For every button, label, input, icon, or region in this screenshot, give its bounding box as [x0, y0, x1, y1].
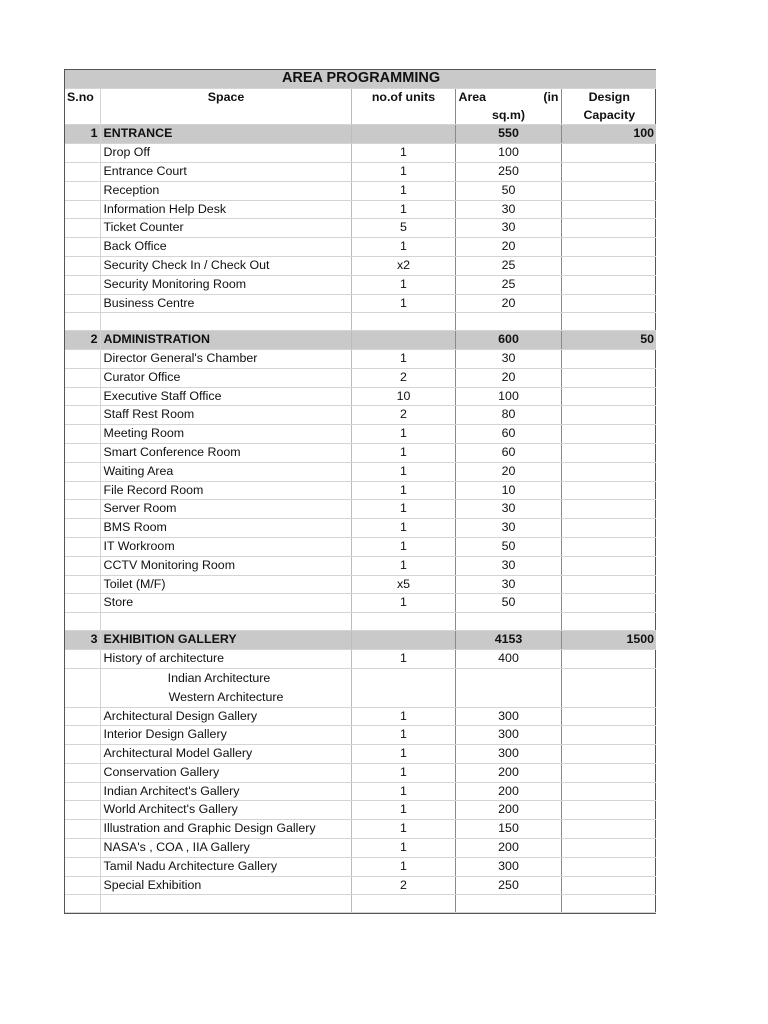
row-units: 1	[351, 745, 455, 764]
row-capacity	[561, 649, 656, 668]
row-sno	[65, 537, 100, 556]
blank-cell	[455, 613, 561, 631]
row-sno	[65, 876, 100, 895]
row-units: 1	[351, 462, 455, 481]
blank-cell	[65, 895, 100, 913]
row-area: 30	[455, 519, 561, 538]
row-sno	[65, 763, 100, 782]
section-name: ADMINISTRATION	[100, 331, 351, 350]
section-number: 3	[65, 630, 100, 649]
table-row	[65, 349, 656, 368]
row-capacity	[561, 537, 656, 556]
row-sno	[65, 668, 100, 707]
row-space: Information Help Desk	[100, 200, 351, 219]
row-space: Waiting Area	[100, 462, 351, 481]
row-capacity	[561, 425, 656, 444]
section-units	[351, 125, 455, 144]
table-row	[65, 368, 656, 387]
row-sno	[65, 462, 100, 481]
section-capacity: 100	[561, 125, 656, 144]
row-sno	[65, 144, 100, 163]
row-space: Illustration and Graphic Design Gallery	[100, 820, 351, 839]
row-units: 1	[351, 519, 455, 538]
section-capacity: 1500	[561, 630, 656, 649]
row-units: 1	[351, 443, 455, 462]
row-sno	[65, 238, 100, 257]
row-units: 1	[351, 275, 455, 294]
row-units: 1	[351, 820, 455, 839]
row-area: 30	[455, 200, 561, 219]
row-sno	[65, 707, 100, 726]
row-units: 1	[351, 481, 455, 500]
table-title: AREA PROGRAMMING	[65, 70, 656, 89]
table-row	[65, 406, 656, 425]
header-row	[65, 88, 656, 125]
row-sno	[65, 294, 100, 313]
row-area: 10	[455, 481, 561, 500]
row-units: 1	[351, 144, 455, 163]
row-space: Tamil Nadu Architecture Gallery	[100, 857, 351, 876]
row-area: 20	[455, 294, 561, 313]
row-capacity	[561, 745, 656, 764]
header-area-label: Area	[458, 89, 487, 104]
header-area-unit-open: (in	[543, 89, 559, 104]
area-programming-table	[65, 69, 656, 913]
row-capacity	[561, 368, 656, 387]
row-capacity	[561, 238, 656, 257]
row-sno	[65, 275, 100, 294]
section-name: EXHIBITION GALLERY	[100, 630, 351, 649]
row-area: 30	[455, 500, 561, 519]
row-capacity	[561, 462, 656, 481]
table-row	[65, 443, 656, 462]
section-number: 1	[65, 125, 100, 144]
row-capacity	[561, 519, 656, 538]
section-number: 2	[65, 331, 100, 350]
table-row	[65, 594, 656, 613]
table-row	[65, 144, 656, 163]
row-units: 1	[351, 726, 455, 745]
row-area: 50	[455, 594, 561, 613]
area-programming-sheet	[64, 69, 656, 914]
table-row	[65, 275, 656, 294]
row-space: Entrance Court	[100, 162, 351, 181]
row-units: 1	[351, 801, 455, 820]
row-capacity	[561, 481, 656, 500]
section-row	[65, 125, 656, 144]
blank-cell	[351, 895, 455, 913]
row-space: NASA's , COA , IIA Gallery	[100, 839, 351, 858]
section-name: ENTRANCE	[100, 125, 351, 144]
row-units: 2	[351, 876, 455, 895]
header-units: no.of units	[351, 88, 455, 125]
row-units: 2	[351, 368, 455, 387]
sub-items-row	[65, 668, 656, 707]
section-units	[351, 630, 455, 649]
table-row	[65, 256, 656, 275]
row-space: Back Office	[100, 238, 351, 257]
blank-cell	[455, 313, 561, 331]
row-space: Business Centre	[100, 294, 351, 313]
row-area: 150	[455, 820, 561, 839]
row-space: Director General's Chamber	[100, 349, 351, 368]
row-capacity	[561, 387, 656, 406]
row-area: 20	[455, 238, 561, 257]
row-capacity	[561, 556, 656, 575]
row-area: 25	[455, 275, 561, 294]
blank-row	[65, 613, 656, 631]
row-space: Interior Design Gallery	[100, 726, 351, 745]
row-space: History of architecture	[100, 649, 351, 668]
row-sno	[65, 500, 100, 519]
row-sno	[65, 801, 100, 820]
row-units: 1	[351, 181, 455, 200]
row-units: 1	[351, 500, 455, 519]
row-space: Architectural Design Gallery	[100, 707, 351, 726]
row-area: 60	[455, 425, 561, 444]
row-area: 300	[455, 857, 561, 876]
header-sno: S.no	[65, 88, 100, 125]
row-capacity	[561, 162, 656, 181]
row-capacity	[561, 839, 656, 858]
row-area: 25	[455, 256, 561, 275]
blank-cell	[100, 613, 351, 631]
row-sno	[65, 839, 100, 858]
table-row	[65, 162, 656, 181]
row-sno	[65, 726, 100, 745]
blank-row	[65, 313, 656, 331]
row-area: 80	[455, 406, 561, 425]
header-space: Space	[100, 88, 351, 125]
header-area-unit: sq.m)	[491, 107, 526, 122]
blank-cell	[351, 313, 455, 331]
table-row	[65, 575, 656, 594]
table-row	[65, 801, 656, 820]
row-area: 30	[455, 219, 561, 238]
table-row	[65, 462, 656, 481]
row-area: 30	[455, 556, 561, 575]
sub-item-label: Western Architecture	[168, 689, 284, 704]
row-space: Executive Staff Office	[100, 387, 351, 406]
row-area: 100	[455, 387, 561, 406]
table-row	[65, 200, 656, 219]
row-units	[351, 668, 455, 707]
blank-cell	[561, 613, 656, 631]
blank-cell	[455, 895, 561, 913]
row-units: 1	[351, 238, 455, 257]
row-sno	[65, 219, 100, 238]
row-sno	[65, 575, 100, 594]
row-space: Server Room	[100, 500, 351, 519]
table-row	[65, 745, 656, 764]
row-capacity	[561, 763, 656, 782]
header-capacity-line1: Design	[588, 89, 630, 104]
row-space: Curator Office	[100, 368, 351, 387]
row-area: 200	[455, 839, 561, 858]
row-area: 200	[455, 782, 561, 801]
row-capacity	[561, 726, 656, 745]
section-units	[351, 331, 455, 350]
row-area: 250	[455, 876, 561, 895]
table-row	[65, 219, 656, 238]
row-capacity	[561, 144, 656, 163]
row-sno	[65, 387, 100, 406]
section-area: 4153	[455, 630, 561, 649]
row-sno	[65, 200, 100, 219]
row-sno	[65, 594, 100, 613]
row-capacity	[561, 256, 656, 275]
section-row	[65, 331, 656, 350]
row-capacity	[561, 294, 656, 313]
row-area: 100	[455, 144, 561, 163]
row-sno	[65, 443, 100, 462]
row-sno	[65, 368, 100, 387]
blank-row	[65, 895, 656, 913]
row-sno	[65, 519, 100, 538]
row-units: 1	[351, 857, 455, 876]
table-row	[65, 387, 656, 406]
row-space: Architectural Model Gallery	[100, 745, 351, 764]
row-space: Staff Rest Room	[100, 406, 351, 425]
table-row	[65, 294, 656, 313]
row-capacity	[561, 406, 656, 425]
table-row	[65, 519, 656, 538]
blank-cell	[351, 613, 455, 631]
section-area: 550	[455, 125, 561, 144]
table-row	[65, 857, 656, 876]
row-space: World Architect's Gallery	[100, 801, 351, 820]
row-area: 20	[455, 462, 561, 481]
sub-item-label: Indian Architecture	[167, 670, 271, 685]
row-capacity	[561, 575, 656, 594]
title-row	[65, 70, 656, 89]
row-area: 300	[455, 745, 561, 764]
table-row	[65, 782, 656, 801]
table-row	[65, 839, 656, 858]
row-units: 1	[351, 162, 455, 181]
row-sno	[65, 481, 100, 500]
row-capacity	[561, 500, 656, 519]
row-area: 30	[455, 349, 561, 368]
row-capacity	[561, 349, 656, 368]
table-row	[65, 707, 656, 726]
row-units: 1	[351, 294, 455, 313]
row-area: 20	[455, 368, 561, 387]
row-sno	[65, 162, 100, 181]
row-units: 10	[351, 387, 455, 406]
table-row	[65, 763, 656, 782]
row-area: 200	[455, 763, 561, 782]
header-capacity	[561, 88, 656, 125]
row-area	[455, 668, 561, 707]
row-units: 1	[351, 556, 455, 575]
row-units: 1	[351, 707, 455, 726]
row-capacity	[561, 219, 656, 238]
row-space: Conservation Gallery	[100, 763, 351, 782]
row-units: 1	[351, 594, 455, 613]
row-capacity	[561, 857, 656, 876]
row-area: 30	[455, 575, 561, 594]
table-row	[65, 425, 656, 444]
row-space: Security Check In / Check Out	[100, 256, 351, 275]
row-area: 60	[455, 443, 561, 462]
table-row	[65, 481, 656, 500]
header-capacity-line2: Capacity	[583, 107, 636, 122]
row-area: 300	[455, 707, 561, 726]
blank-cell	[100, 313, 351, 331]
row-sno	[65, 349, 100, 368]
row-area: 250	[455, 162, 561, 181]
row-space: CCTV Monitoring Room	[100, 556, 351, 575]
table-row	[65, 500, 656, 519]
table-row	[65, 649, 656, 668]
row-capacity	[561, 876, 656, 895]
blank-cell	[65, 313, 100, 331]
row-units: 1	[351, 425, 455, 444]
row-sno	[65, 425, 100, 444]
row-sno	[65, 782, 100, 801]
row-units: 1	[351, 537, 455, 556]
section-row	[65, 630, 656, 649]
row-units: 1	[351, 839, 455, 858]
row-sno	[65, 256, 100, 275]
table-row	[65, 876, 656, 895]
row-units: 1	[351, 349, 455, 368]
row-units: 5	[351, 219, 455, 238]
row-capacity	[561, 820, 656, 839]
row-capacity	[561, 668, 656, 707]
row-sno	[65, 556, 100, 575]
table-row	[65, 238, 656, 257]
row-units: 2	[351, 406, 455, 425]
section-capacity: 50	[561, 331, 656, 350]
row-sno	[65, 745, 100, 764]
row-units: 1	[351, 200, 455, 219]
row-units: x5	[351, 575, 455, 594]
row-capacity	[561, 594, 656, 613]
row-capacity	[561, 200, 656, 219]
row-space: Smart Conference Room	[100, 443, 351, 462]
row-units: 1	[351, 649, 455, 668]
table-row	[65, 820, 656, 839]
row-space: Ticket Counter	[100, 219, 351, 238]
row-space: Indian Architect's Gallery	[100, 782, 351, 801]
row-space: Special Exhibition	[100, 876, 351, 895]
blank-cell	[65, 613, 100, 631]
row-capacity	[561, 782, 656, 801]
row-space: Store	[100, 594, 351, 613]
section-area: 600	[455, 331, 561, 350]
row-sno	[65, 406, 100, 425]
row-units: x2	[351, 256, 455, 275]
blank-cell	[561, 313, 656, 331]
row-space: IT Workroom	[100, 537, 351, 556]
row-capacity	[561, 275, 656, 294]
row-area: 200	[455, 801, 561, 820]
blank-cell	[561, 895, 656, 913]
table-row	[65, 181, 656, 200]
row-sno	[65, 649, 100, 668]
row-units: 1	[351, 763, 455, 782]
row-capacity	[561, 181, 656, 200]
row-units: 1	[351, 782, 455, 801]
row-capacity	[561, 443, 656, 462]
row-sno	[65, 181, 100, 200]
row-space: Meeting Room	[100, 425, 351, 444]
row-space: File Record Room	[100, 481, 351, 500]
row-sno	[65, 857, 100, 876]
row-space: Security Monitoring Room	[100, 275, 351, 294]
table-row	[65, 537, 656, 556]
blank-cell	[100, 895, 351, 913]
row-capacity	[561, 801, 656, 820]
table-row	[65, 726, 656, 745]
row-sno	[65, 820, 100, 839]
row-area: 50	[455, 537, 561, 556]
row-space: Reception	[100, 181, 351, 200]
table-row	[65, 556, 656, 575]
row-area: 50	[455, 181, 561, 200]
row-area: 300	[455, 726, 561, 745]
row-sub-spaces	[100, 668, 351, 707]
row-space: BMS Room	[100, 519, 351, 538]
row-space: Drop Off	[100, 144, 351, 163]
row-capacity	[561, 707, 656, 726]
row-space: Toilet (M/F)	[100, 575, 351, 594]
header-area	[455, 88, 561, 125]
row-area: 400	[455, 649, 561, 668]
